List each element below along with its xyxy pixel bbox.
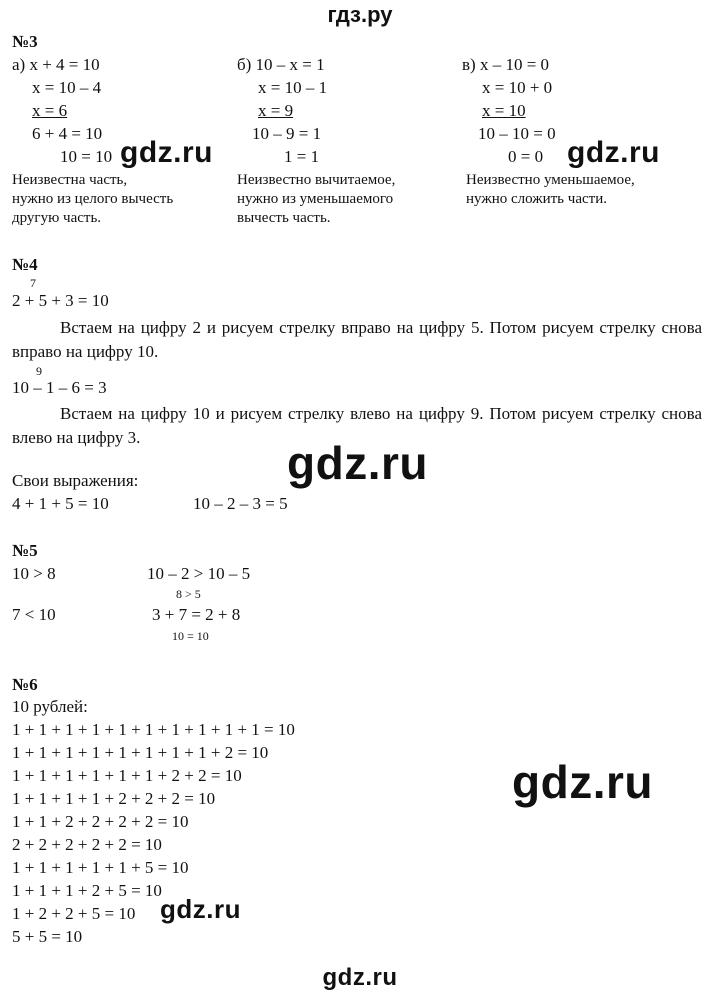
task4-title: №4 [12, 255, 38, 274]
task3-b-note-2: нужно из уменьшаемого [237, 191, 394, 207]
task5-right-2-sub: 10 = 10 [172, 629, 209, 643]
task3-c-line-1: в) x – 10 = 0 [462, 55, 550, 74]
task4-own-expr-1: 4 + 1 + 5 = 10 [12, 494, 109, 513]
site-header: гдз.ру [327, 2, 393, 27]
task6-line-1: 1 + 1 + 1 + 1 + 1 + 1 + 1 + 1 + 1 + 1 = 10 [12, 720, 295, 739]
task3-b-line-3: x = 9 [258, 101, 294, 120]
task4-expr-1: 2 + 5 + 3 = 10 [12, 291, 109, 310]
task6-line-5: 1 + 1 + 2 + 2 + 2 + 2 = 10 [12, 812, 189, 831]
watermark-4: gdz.ru [512, 756, 653, 808]
task5-right-1: 10 – 2 > 10 – 5 [147, 564, 251, 583]
task3-a-line-3: x = 6 [32, 101, 68, 120]
task3-a-note-3: другую часть. [12, 210, 102, 226]
watermark-1: gdz.ru [120, 136, 213, 169]
task3-c-line-5: 0 = 0 [508, 147, 544, 166]
task6-line-4: 1 + 1 + 1 + 1 + 2 + 2 + 2 = 10 [12, 789, 216, 808]
task6-line-3: 1 + 1 + 1 + 1 + 1 + 1 + 2 + 2 = 10 [12, 766, 242, 785]
watermark-3: gdz.ru [287, 437, 428, 489]
task3-b-line-1: б) 10 – x = 1 [237, 55, 325, 74]
task3-c-note-2: нужно сложить части. [466, 191, 607, 207]
task3-c-line-4: 10 – 10 = 0 [478, 124, 556, 143]
task5-right-2: 3 + 7 = 2 + 8 [152, 605, 241, 624]
task3-c-line-2: x = 10 + 0 [482, 78, 553, 97]
task4-paragraph-2: Встаем на цифру 10 и рисуем стрелку влево на цифру 9. Потом рисуем стрелку снова влево на цифру 3. [12, 404, 702, 447]
watermark-6: gdz.ru [322, 964, 398, 991]
task3-title: №3 [12, 32, 38, 51]
watermark-2: gdz.ru [567, 136, 660, 169]
task3-a-line-2: x = 10 – 4 [32, 78, 102, 97]
task4-small-1: 7 [30, 276, 36, 290]
task6-line-10: 5 + 5 = 10 [12, 927, 83, 946]
task5-right-1-sub: 8 > 5 [176, 587, 201, 601]
task3-a-note-2: нужно из целого вычесть [12, 191, 174, 207]
task6-line-7: 1 + 1 + 1 + 1 + 1 + 5 = 10 [12, 858, 189, 877]
task6-line-9: 1 + 2 + 2 + 5 = 10 [12, 904, 136, 923]
task3-b-note-1: Неизвестно вычитаемое, [237, 172, 396, 188]
task3-b-note-3: вычесть часть. [237, 210, 331, 226]
task4-own-label: Свои выражения: [12, 471, 139, 490]
task4-expr-2: 10 – 1 – 6 = 3 [12, 378, 107, 397]
task3-a-line-1: а) x + 4 = 10 [12, 55, 100, 74]
task6-title: №6 [12, 675, 38, 694]
task6-line-2: 1 + 1 + 1 + 1 + 1 + 1 + 1 + 1 + 2 = 10 [12, 743, 269, 762]
task3-b-line-5: 1 = 1 [284, 147, 320, 166]
task3-a-note-1: Неизвестна часть, [12, 172, 128, 188]
task5-left-2: 7 < 10 [12, 605, 56, 624]
watermark-5: gdz.ru [160, 894, 241, 924]
task6-label: 10 рублей: [12, 697, 88, 716]
task3-c-note-1: Неизвестно уменьшаемое, [466, 172, 635, 188]
task5-left-1: 10 > 8 [12, 564, 56, 583]
task5-title: №5 [12, 541, 38, 560]
task3-b-line-2: x = 10 – 1 [258, 78, 328, 97]
task3-b-line-4: 10 – 9 = 1 [252, 124, 322, 143]
task3-a-line-4: 6 + 4 = 10 [32, 124, 103, 143]
task3-c-line-3: x = 10 [482, 101, 526, 120]
task3-a-line-5: 10 = 10 [60, 147, 113, 166]
task4-small-2: 9 [36, 364, 42, 378]
task6-line-6: 2 + 2 + 2 + 2 + 2 = 10 [12, 835, 162, 854]
task4-paragraph-1: Встаем на цифру 2 и рисуем стрелку вправо на цифру 5. Потом рисуем стрелку снова вправо на цифру 10. [12, 318, 702, 361]
task6-line-8: 1 + 1 + 1 + 2 + 5 = 10 [12, 881, 162, 900]
task4-own-expr-2: 10 – 2 – 3 = 5 [193, 494, 288, 513]
